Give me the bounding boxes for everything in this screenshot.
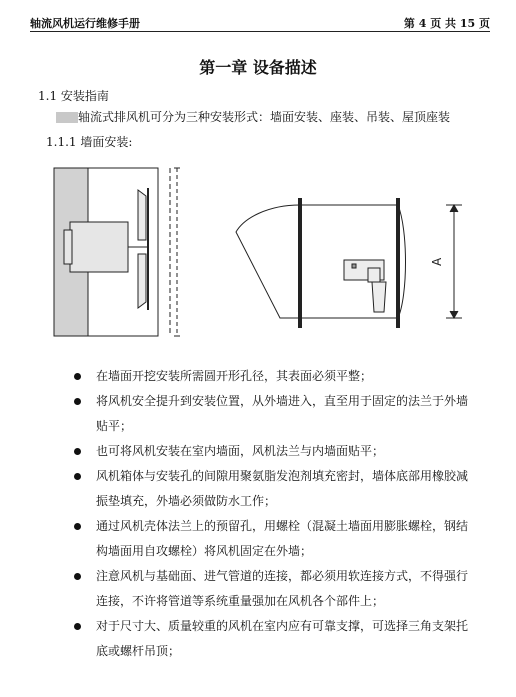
list-item-text: 注意风机与基础面、进气管道的连接，都必须用软连接方式，不得强行连接，不许将管道等系统重量强加在风机各个部件上； <box>96 569 469 608</box>
list-item-text: 通过风机壳体法兰上的预留孔，用螺栓（混凝土墙面用膨胀螺栓，钢结构墙面用自攻螺栓）将风机固定在外墙； <box>96 519 469 558</box>
section-intro: 轴流式排风机可分为三种安装形式：墙面安装、座装、吊装、屋顶座装 <box>78 110 451 124</box>
highlight-mark <box>56 112 78 123</box>
side-view-drawing <box>54 168 180 336</box>
list-item <box>70 439 470 464</box>
header-page-number: 第 4 页 共 15 页 <box>403 17 490 30</box>
bullet-icon <box>74 398 81 405</box>
subsection-title: 1.1.1 墙面安装: <box>46 135 133 149</box>
dimension-label: A <box>430 257 444 266</box>
header-manual-title: 轴流风机运行维修手册 <box>30 17 140 30</box>
list-item-text: 风机箱体与安装孔的间隙用聚氨脂发泡剂填充密封，墙体底部用橡胶减振垫填充，外墙必须做防水工作； <box>96 469 469 508</box>
list-item <box>70 389 470 439</box>
list-item <box>70 364 470 389</box>
front-view-drawing <box>236 198 462 328</box>
list-item-text: 也可将风机安装在室内墙面，风机法兰与内墙面贴平； <box>96 444 385 458</box>
bullet-icon <box>74 623 81 630</box>
section-title: 1.1 安装指南 <box>38 89 109 103</box>
list-item-text: 对于尺寸大、质量较重的风机在室内应有可靠支撑，可选择三角支架托底或螺杆吊顶； <box>96 619 469 658</box>
wall-installation-diagram <box>0 150 516 340</box>
bullet-icon <box>74 573 81 580</box>
installation-steps <box>70 364 470 664</box>
list-item <box>70 514 470 564</box>
list-item <box>70 614 470 664</box>
list-item-text: 在墙面开挖安装所需圆开形孔径，其表面必须平整； <box>96 369 373 383</box>
list-item-text: 将风机安全提升到安装位置，从外墙进入，直至用于固定的法兰于外墙贴平； <box>96 394 469 433</box>
header-rule <box>30 31 490 32</box>
bullet-icon <box>74 523 81 530</box>
bullet-icon <box>74 473 81 480</box>
list-item <box>70 564 470 614</box>
chapter-title: 第一章 设备描述 <box>199 58 317 77</box>
bullet-icon <box>74 373 81 380</box>
list-item <box>70 464 470 514</box>
bullet-icon <box>74 448 81 455</box>
